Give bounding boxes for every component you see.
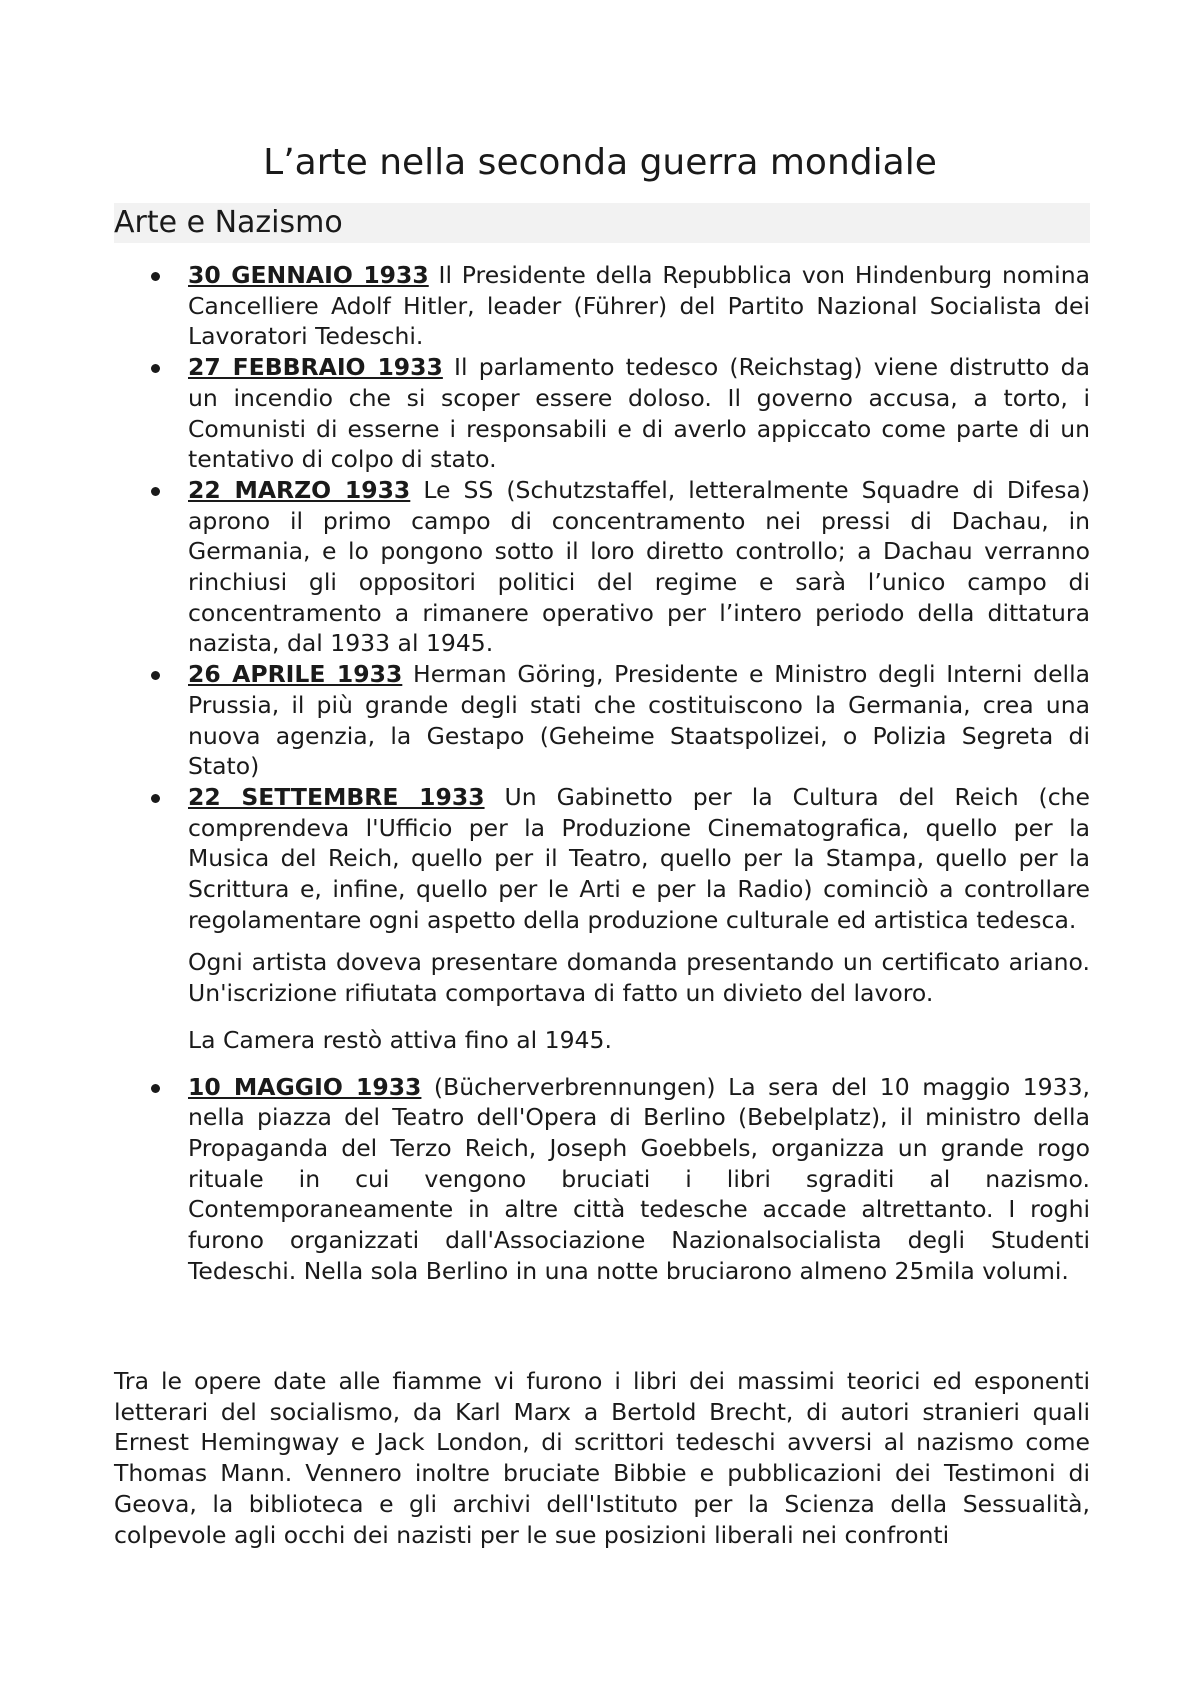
list-item xyxy=(188,260,1090,352)
item-text: Herman Göring, Presidente e Ministro degli Interni della Prussia, il più grande degli stati che costituiscono la Germania, crea una nuova agenzia, la Gestapo (Geheime Staatspolizei, o Polizia Segreta di Stato) xyxy=(188,660,1091,781)
bullet-icon xyxy=(151,671,160,680)
item-note: Ogni artista doveva presentare domanda presentando un certificato ariano. Un'iscrizione rifiutata comportava di fatto un divieto del lavoro. xyxy=(188,948,1090,1008)
timeline-list xyxy=(188,260,1090,1287)
item-text: Le SS (Schutzstaffel, letteralmente Squadre di Difesa) aprono il primo campo di concentramento nei pressi di Dachau, in Germania, e lo pongono sotto il loro diretto controllo; a Dachau verranno rinchiusi gli oppositori politici del regime e sarà l’unico campo di concentramento a rimanere operativo per l’intero periodo della dittatura nazista, dal 1933 al 1945. xyxy=(188,475,1091,658)
section-heading: Arte e Nazismo xyxy=(114,203,1090,243)
bullet-icon xyxy=(151,1084,160,1093)
spacer xyxy=(188,1056,1090,1072)
item-date: 27 FEBBRAIO 1933 xyxy=(188,353,443,382)
item-note: La Camera restò attiva fino al 1945. xyxy=(188,1025,612,1054)
item-date: 22 MARZO 1933 xyxy=(188,475,411,504)
item-text: Un Gabinetto per la Cultura del Reich (che comprendeva l'Ufficio per la Produzione Cinematografica, quello per la Musica del Reich, quello per il Teatro, quello per la Stampa, quello per la Scrittura e, infine, quello per le Arti e per la Radio) cominciò a controllare regolamentare ogni aspetto della produzione culturale ed artistica tedesca. xyxy=(188,782,1090,934)
item-text: Il Presidente della Repubblica von Hindenburg nomina Cancelliere Adolf Hitler, leader (Führer) del Partito Nazional Socialista dei Lavoratori Tedeschi. xyxy=(188,261,1090,351)
list-item xyxy=(188,782,1090,1072)
bullet-icon xyxy=(151,794,160,803)
list-item xyxy=(188,352,1090,475)
item-date: 30 GENNAIO 1933 xyxy=(188,261,429,289)
item-date: 26 APRILE 1933 xyxy=(188,660,403,689)
closing-paragraph: Tra le opere date alle fiamme vi furono i libri dei massimi teorici ed esponenti letterari del socialismo, da Karl Marx a Bertold Brecht, di autori stranieri quali Ernest Hemingway e Jack London, di scrittori tedeschi avversi al nazismo come Thomas Mann. Vennero inoltre bruciate Bibbie e pubblicazioni dei Testimoni di Geova, la biblioteca e gli archivi dell'Istituto per la Scienza della Sessualità, colpevole agli occhi dei nazisti per le sue posizioni liberali nei confronti xyxy=(114,1367,1090,1549)
document-title: L’arte nella seconda guerra mondiale xyxy=(263,142,937,183)
list-item xyxy=(188,1072,1090,1287)
list-item xyxy=(188,475,1090,659)
list-item xyxy=(188,659,1090,782)
bullet-icon xyxy=(151,364,160,373)
item-text: (Bücherverbrennungen) La sera del 10 maggio 1933, nella piazza del Teatro dell'Opera di Berlino (Bebelplatz), il ministro della Propaganda del Terzo Reich, Joseph Goebbels, organizza un grande rogo rituale in cui vengono bruciati i libri sgraditi al nazismo. Contemporaneamente in altre città tedesche accade altrettanto. I roghi furono organizzati dall'Associazione Nazionalsocialista degli Studenti Tedeschi. Nella sola Berlino in una notte bruciarono almeno 25mila volumi. xyxy=(188,1072,1091,1285)
item-date: 22 SETTEMBRE 1933 xyxy=(188,782,485,811)
bullet-icon xyxy=(151,487,160,496)
item-date: 10 MAGGIO 1933 xyxy=(188,1072,422,1101)
item-text: Il parlamento tedesco (Reichstag) viene distrutto da un incendio che si scoper essere doloso. Il governo accusa, a torto, i Comunisti di esserne i responsabili e di averlo appiccato come parte di un tentativo di colpo di stato. xyxy=(188,353,1091,474)
bullet-icon xyxy=(151,272,160,281)
